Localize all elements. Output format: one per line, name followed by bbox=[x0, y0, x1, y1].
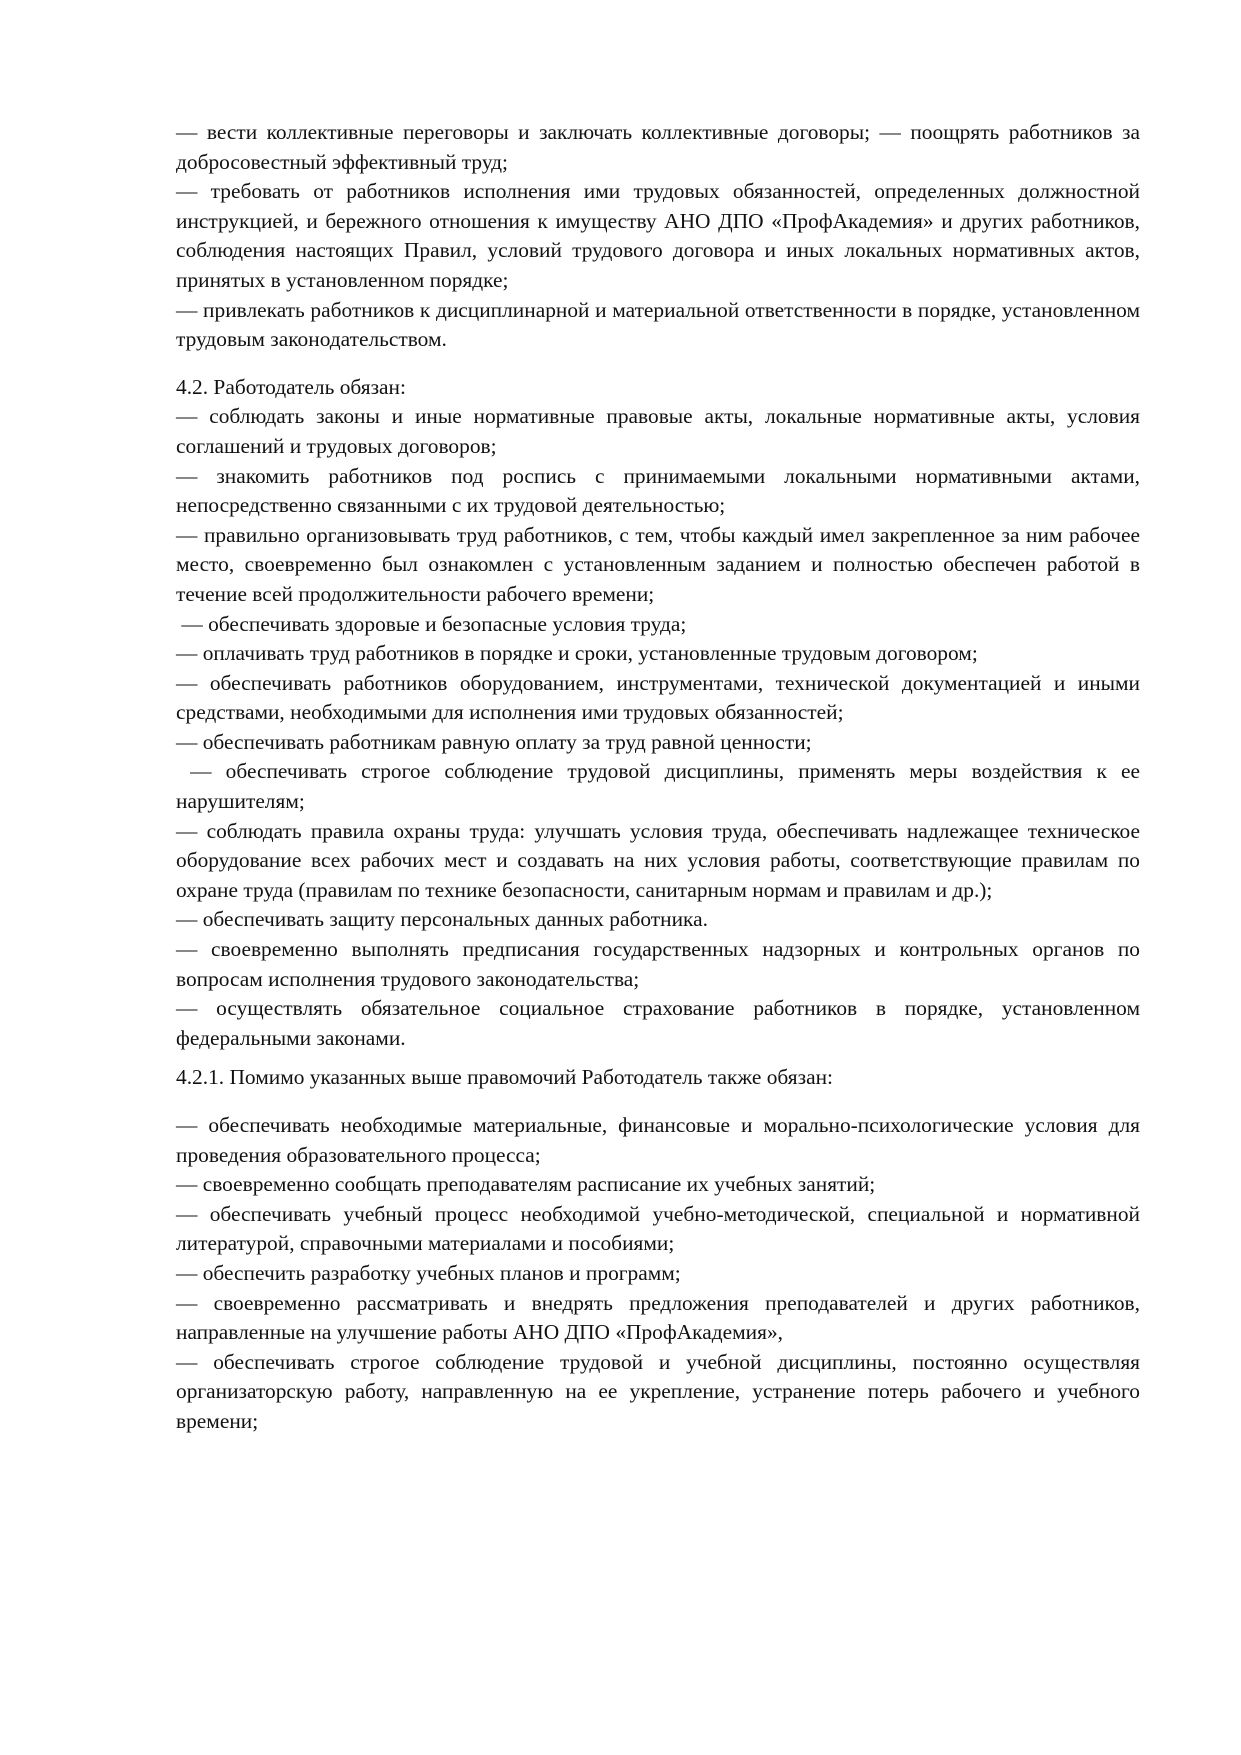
section-4-2-1 bbox=[176, 1063, 1140, 1436]
section-heading: 4.2.1. Помимо указанных выше правомочий Работодатель также обязан: bbox=[176, 1065, 833, 1090]
spacer bbox=[176, 355, 1140, 373]
list-item: — обеспечивать необходимые материальные, финансовые и морально-психологические условия для проведения образовательного процесса; bbox=[176, 1113, 1140, 1167]
document-page bbox=[176, 118, 1140, 1437]
list-item: — обеспечить разработку учебных планов и программ; bbox=[176, 1260, 681, 1285]
list-item: — своевременно рассматривать и внедрять предложения преподавателей и других работников, направленные на улучшение работы АНО ДПО «ПрофАкадемия», bbox=[176, 1290, 1140, 1345]
list-item: — соблюдать правила охраны труда: улучшать условия труда, обеспечивать надлежащее техническое оборудование всех рабочих мест и создавать на них условия работы, соответствующие правилам по охране труда (правилам по технике безопасности, санитарным нормам и правилам и др.); bbox=[176, 818, 1140, 902]
list-item: — своевременно выполнять предписания государственных надзорных и контрольных органов по вопросам исполнения трудового законодательства; bbox=[176, 937, 1140, 991]
list-item: — соблюдать законы и иные нормативные правовые акты, локальные нормативные акты, условия соглашений и трудовых договоров; bbox=[176, 404, 1140, 458]
list-item: — обеспечивать строгое соблюдение трудовой и учебной дисциплины, постоянно осуществляя организаторскую работу, направленную на ее укрепление, устранение потерь рабочего и учебного времени; bbox=[176, 1349, 1140, 1433]
section-heading: 4.2. Работодатель обязан: bbox=[176, 374, 406, 399]
spacer bbox=[176, 1053, 1140, 1063]
spacer bbox=[176, 1093, 1140, 1111]
list-item: — правильно организовывать труд работников, с тем, чтобы каждый имел закрепленное за ним рабочее место, своевременно был ознакомлен с установленным заданием и полностью обеспечен работой в течение всей продолжительности рабочего времени; bbox=[176, 522, 1140, 606]
list-item: — своевременно сообщать преподавателям расписание их учебных занятий; bbox=[176, 1172, 876, 1197]
list-item: — обеспечивать работников оборудованием, инструментами, технической документацией и иными средствами, необходимыми для исполнения ими трудовых обязанностей; bbox=[176, 670, 1140, 725]
list-item: — обеспечивать работникам равную оплату за труд равной ценности; bbox=[176, 729, 812, 754]
list-item: — обеспечивать защиту персональных данных работника. bbox=[176, 907, 708, 932]
list-item: — осуществлять обязательное социальное страхование работников в порядке, установленном федеральными законами. bbox=[176, 996, 1140, 1050]
list-item: — требовать от работников исполнения ими трудовых обязанностей, определенных должностной инструкцией, и бережного отношения к имуществу АНО ДПО «ПрофАкадемия» и других работников, соблюдения настоящих Правил, условий трудового договора и иных локальных нормативных актов, принятых в установленном порядке; bbox=[176, 179, 1140, 292]
section-employer-rights bbox=[176, 118, 1140, 355]
section-4-2 bbox=[176, 373, 1140, 1054]
list-item: — вести коллективные переговоры и заключать коллективные договоры; — поощрять работников за добросовестный эффективный труд; bbox=[176, 120, 1140, 174]
list-item: — обеспечивать здоровые и безопасные условия труда; bbox=[181, 611, 687, 636]
list-item: — знакомить работников под роспись с принимаемыми локальными нормативными актами, непосредственно связанными с их трудовой деятельностью; bbox=[176, 463, 1140, 518]
list-item: — обеспечивать строгое соблюдение трудовой дисциплины, применять меры воздействия к ее нарушителям; bbox=[176, 759, 1140, 814]
list-item: — привлекать работников к дисциплинарной и материальной ответственности в порядке, установленном трудовым законодательством. bbox=[176, 297, 1140, 352]
list-item: — обеспечивать учебный процесс необходимой учебно-методической, специальной и нормативной литературой, справочными материалами и пособиями; bbox=[176, 1201, 1140, 1256]
list-item: — оплачивать труд работников в порядке и сроки, установленные трудовым договором; bbox=[176, 641, 978, 666]
